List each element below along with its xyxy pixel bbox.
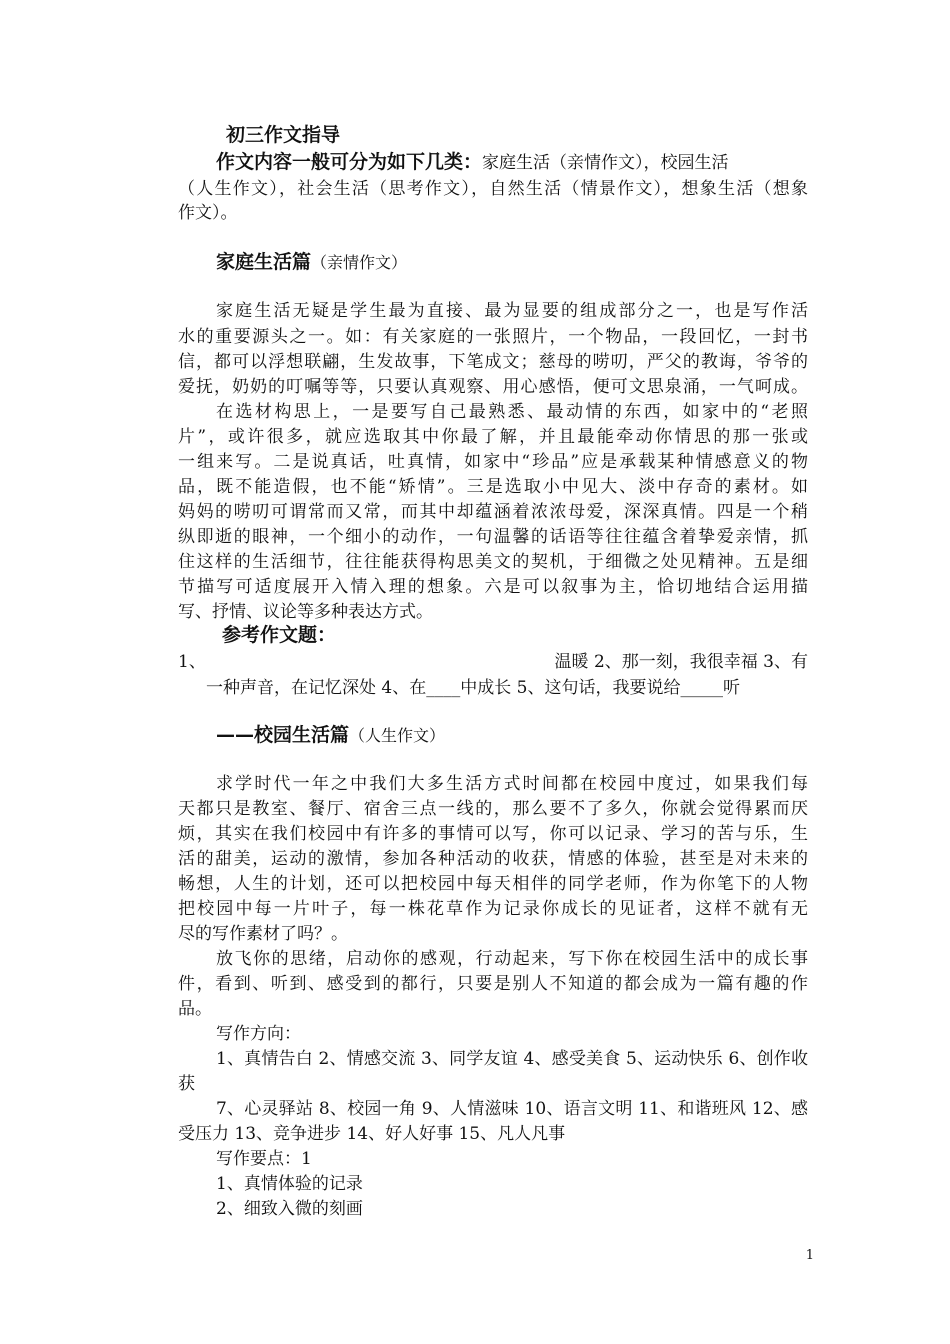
school-p1-line: 烦，其实在我们校园中有许多的事情可以写，你可以记录、学习的苦与乐，生: [178, 824, 808, 844]
family-heading-sub: （亲情作文）: [311, 253, 408, 272]
family-p1-line: 信，都可以浮想联翩，生发故事，下笔成文；慈母的唠叨，严父的教诲，爷爷的: [178, 352, 808, 372]
writing-point-item: 2、细致入微的刻画: [216, 1199, 363, 1219]
writing-direction-label: 写作方向：: [216, 1024, 301, 1044]
intro-line-1: [216, 150, 808, 175]
family-p2-line: 品，既不能造假，也不能“矫情”。三是选取小中见大、淡中存奇的素材。如: [178, 477, 808, 497]
school-p2-line: 品。: [178, 999, 212, 1019]
school-p2-line: 件，看到、听到、感受到的都行，只要是别人不知道的都会成为一篇有趣的作: [178, 974, 808, 994]
reference-titles-line-1: 温暖 2、那一刻，我很幸福 3、有: [554, 652, 808, 672]
reference-titles-line-2: 一种声音，在记忆深处 4、在____中成长 5、这句话，我要说给_____听: [206, 678, 740, 698]
intro-line-2: （人生作文），社会生活（思考作文），自然生活（情景作文），想象生活（想象: [178, 179, 808, 199]
school-heading-sub: （人生作文）: [349, 726, 446, 745]
intro-line-3: 作文）。: [178, 203, 238, 223]
writing-points-label: 写作要点：1: [216, 1149, 312, 1169]
writing-direction-line: 7、心灵驿站 8、校园一角 9、人情滋味 10、语言文明 11、和谐班风 12、感: [216, 1099, 808, 1119]
family-heading-main: 家庭生活篇: [216, 251, 312, 273]
reference-heading: 参考作文题：: [222, 624, 337, 646]
school-p1-line: 天都只是教室、餐厅、宿舍三点一线的，那么要不了多久，你就会觉得累而厌: [178, 799, 808, 819]
reference-number: 1、: [178, 652, 206, 672]
writing-point-item: 1、真情体验的记录: [216, 1174, 363, 1194]
school-heading: [216, 723, 846, 748]
family-p1-line: 家庭生活无疑是学生最为直接、最为显要的组成部分之一，也是写作活: [216, 301, 808, 321]
family-p1-line: 水的重要源头之一。如：有关家庭的一张照片，一个物品，一段回忆，一封书: [178, 327, 808, 347]
school-p1-line: 求学时代一年之中我们大多生活方式时间都在校园中度过，如果我们每: [216, 774, 808, 794]
school-p1-line: 把校园中每一片叶子，每一株花草作为记录你成长的见证者，这样不就有无: [178, 899, 808, 919]
family-p2-line: 住这样的生活细节，往往能获得构思美文的契机，于细微之处见精神。五是细: [178, 552, 808, 572]
school-heading-main: ——校园生活篇: [216, 724, 350, 746]
school-p1-line: 活的甜美，运动的激情，参加各种活动的收获，情感的体验，甚至是对未来的: [178, 849, 808, 869]
school-p2-line: 放飞你的思绪，启动你的感观，行动起来，写下你在校园生活中的成长事: [216, 949, 808, 969]
family-p2-line: 片”，或许很多，就应选取其中你最了解，并且最能牵动你情思的那一张或: [178, 427, 808, 447]
family-p2-line: 在选材构思上，一是要写自己最熟悉、最动情的东西，如家中的“老照: [216, 402, 808, 422]
family-p2-line: 写、抒情、议论等多种表达方式。: [178, 602, 433, 622]
page-number: 1: [805, 1248, 814, 1263]
document-title: 初三作文指导: [226, 124, 341, 146]
intro-text-1: 家庭生活（亲情作文），校园生活: [482, 153, 729, 173]
school-p1-line: 尽的写作素材了吗？。: [178, 924, 348, 944]
family-p2-line: 妈妈的唠叨可谓常而又常，而其中却蕴涵着浓浓母爱，深深真情。四是一个稍: [178, 502, 808, 522]
family-p2-line: 节描写可适度展开入情入理的想象。六是可以叙事为主，恰切地结合运用描: [178, 577, 808, 597]
writing-direction-line: 受压力 13、竞争进步 14、好人好事 15、凡人凡事: [178, 1124, 566, 1144]
family-p2-line: 一组来写。二是说真话，吐真情，如家中“珍品”应是承载某种情感意义的物: [178, 452, 808, 472]
school-p1-line: 畅想，人生的计划，还可以把校园中每天相伴的同学老师，作为你笔下的人物: [178, 874, 808, 894]
family-heading: [216, 250, 846, 275]
family-p2-line: 纵即逝的眼神，一个细小的动作，一句温馨的话语等往往蕴含着挚爱亲情，抓: [178, 527, 808, 547]
writing-direction-line: 1、真情告白 2、情感交流 3、同学友谊 4、感受美食 5、运动快乐 6、创作收: [216, 1049, 808, 1069]
writing-direction-line: 获: [178, 1074, 195, 1094]
intro-bold-lead: 作文内容一般可分为如下几类：: [216, 151, 483, 173]
family-p1-line: 爱抚，奶奶的叮嘱等等，只要认真观察、用心感悟，便可文思泉涌，一气呵成。: [178, 377, 808, 397]
